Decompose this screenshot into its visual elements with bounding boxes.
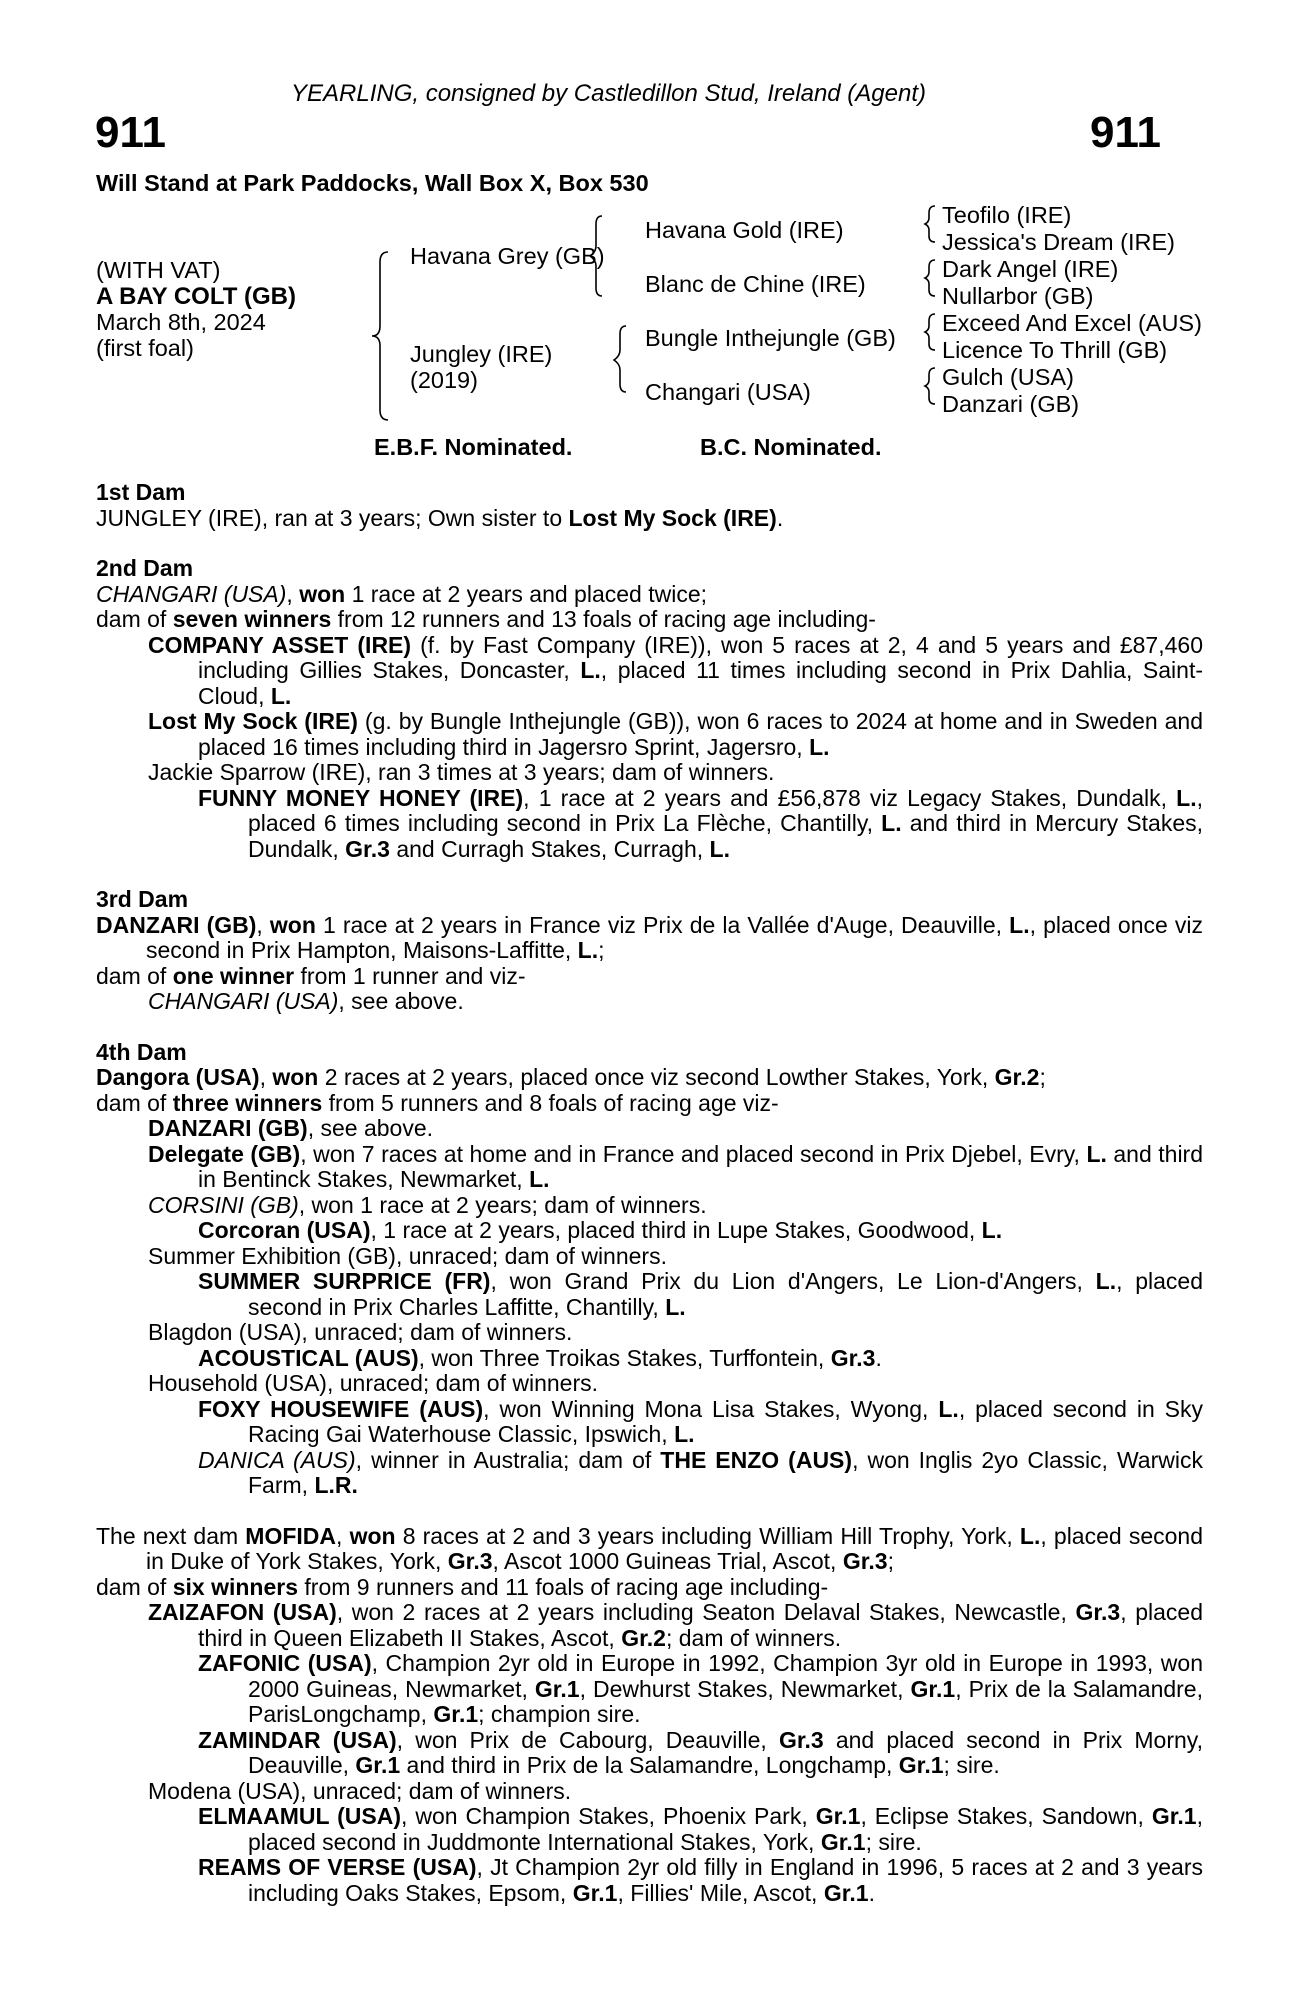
next-dam-modena: Modena (USA), unraced; dam of winners. xyxy=(148,1777,572,1804)
dam2-line1: CHANGARI (USA), won 1 race at 2 years and placed twice; xyxy=(96,580,707,607)
g-dds: Gulch (USA) xyxy=(942,364,1074,390)
dam4-corsini: CORSINI (GB), won 1 race at 2 years; dam of winners. xyxy=(148,1191,707,1218)
stand-location: Will Stand at Park Paddocks, Wall Box X, Box 530 xyxy=(96,170,649,196)
dam3-heading: 3rd Dam xyxy=(96,886,189,912)
dam4-corcoran: Corcoran (USA), 1 race at 2 years, placed third in Lupe Stakes, Goodwood, L. xyxy=(198,1217,1003,1243)
g-ssd: Jessica's Dream (IRE) xyxy=(942,229,1175,255)
dam3-main: DANZARI (GB), won 1 race at 2 years in France viz Prix de la Vallée d'Auge, Deauville, L., placed once viz second in Prix Hampton, Maisons-Laffitte, L.; xyxy=(96,911,1204,963)
vat-note: (WITH VAT) xyxy=(96,257,221,283)
next-dam-elmaamul: ELMAAMUL (USA), won Champion Stakes, Phoenix Park, Gr.1, Eclipse Stakes, Sandown, Gr.1, placed second in Juddmonte International Stakes, York, Gr.1; sire. xyxy=(198,1803,1203,1855)
g-dss: Exceed And Excel (AUS) xyxy=(942,310,1202,336)
dam4-danzari: DANZARI (GB), see above. xyxy=(148,1115,434,1141)
lot-number-right: 911 xyxy=(1090,108,1161,157)
bracket-ss xyxy=(925,206,935,242)
dam2-line2: dam of seven winners from 12 runners and 13 foals of racing age including- xyxy=(96,606,876,632)
bracket-dd xyxy=(925,368,935,404)
g-sdd: Nullarbor (GB) xyxy=(942,283,1094,309)
progeny-company-asset: COMPANY ASSET (IRE) (f. by Fast Company (IRE)), won 5 races at 2, 4 and 5 years and £87,460 including Gillies Stakes, Doncaster, L., placed 11 times including second in Prix Dahlia, Saint-Cloud, L. xyxy=(148,631,1203,709)
bracket-main xyxy=(372,252,388,420)
bracket-dam xyxy=(614,326,626,392)
next-dam-reams-of-verse: REAMS OF VERSE (USA), Jt Champion 2yr old filly in England in 1996, 5 races at 2 and 3 years including Oaks Stakes, Epsom, Gr.1, Fillies' Mile, Ascot, Gr.1. xyxy=(198,1854,1203,1906)
ebf-nomination: E.B.F. Nominated. xyxy=(374,434,573,460)
dam4-dam-of: dam of three winners from 5 runners and 8 foals of racing age viz- xyxy=(96,1089,779,1116)
dam-name: Jungley (IRE) xyxy=(410,341,553,367)
dam1-text: JUNGLEY (IRE), ran at 3 years; Own sister to Lost My Sock (IRE). xyxy=(96,504,784,531)
progeny-lost-my-sock: Lost My Sock (IRE) (g. by Bungle Inthejungle (GB)), won 6 races to 2024 at home and in Sweden and placed 16 times including third in Jagersro Sprint, Jagersro, L. xyxy=(148,708,1203,760)
dam-sire: Bungle Inthejungle (GB) xyxy=(645,325,896,351)
dam1-heading: 1st Dam xyxy=(96,479,186,505)
dam2-heading: 2nd Dam xyxy=(96,555,194,581)
next-dam-zafonic: ZAFONIC (USA), Champion 2yr old in Europe in 1992, Champion 3yr old in Europe in 1993, won 2000 Guineas, Newmarket, Gr.1, Dewhurst Stakes, Newmarket, Gr.1, Prix de la Salamandre, ParisLongchamp, Gr.1; champion sire. xyxy=(198,1650,1203,1727)
next-dam-dam-of: dam of six winners from 9 runners and 11 foals of racing age including- xyxy=(96,1573,829,1600)
dam4-acoustical: ACOUSTICAL (AUS), won Three Troikas Stakes, Turffontein, Gr.3. xyxy=(198,1344,882,1371)
next-dam-zamindar: ZAMINDAR (USA), won Prix de Cabourg, Deauville, Gr.3 and placed second in Prix Morny, Deauville, Gr.1 and third in Prix de la Salamandre, Longchamp, Gr.1; sire. xyxy=(198,1726,1203,1778)
sire-name: Havana Grey (GB) xyxy=(410,243,605,269)
g-sds: Dark Angel (IRE) xyxy=(942,256,1119,282)
dam4-delegate: Delegate (GB), won 7 races at home and in France and placed second in Prix Djebel, Evry, L. and third in Bentinck Stakes, Newmarket, L. xyxy=(148,1140,1203,1192)
dam4-danica: DANICA (AUS), winner in Australia; dam of THE ENZO (AUS), won Inglis 2yo Classic, Warwick Farm, L.R. xyxy=(198,1446,1203,1498)
subject-name: A BAY COLT (GB) xyxy=(96,283,297,310)
g-ddd: Danzari (GB) xyxy=(942,391,1080,417)
first-foal-note: (first foal) xyxy=(96,335,194,361)
consignment-line: YEARLING, consigned by Castledillon Stud, Ireland (Agent) xyxy=(291,80,927,107)
dam-dam: Changari (USA) xyxy=(645,379,811,405)
progeny-funny-money-honey: FUNNY MONEY HONEY (IRE), 1 race at 2 years and £56,878 viz Legacy Stakes, Dundalk, L., placed 6 times including second in Prix La Flèche, Chantilly, L. and third in Mercury Stakes, Dundalk, Gr.3 and Curragh Stakes, Curragh, L. xyxy=(198,784,1204,862)
bracket-sd xyxy=(925,260,935,296)
progeny-jackie-sparrow: Jackie Sparrow (IRE), ran 3 times at 3 years; dam of winners. xyxy=(148,759,775,785)
lot-number-left: 911 xyxy=(95,108,166,157)
dam-year: (2019) xyxy=(410,367,478,393)
next-dam-zaizafon: ZAIZAFON (USA), won 2 races at 2 years including Seaton Delaval Stakes, Newcastle, Gr.3, placed third in Queen Elizabeth II Stakes, Ascot, Gr.2; dam of winners. xyxy=(148,1599,1203,1651)
dam4-heading: 4th Dam xyxy=(96,1038,187,1065)
sire-dam: Blanc de Chine (IRE) xyxy=(645,271,866,297)
dam3-dam-of: dam of one winner from 1 runner and viz- xyxy=(96,962,526,989)
dam4-main: Dangora (USA), won 2 races at 2 years, placed once viz second Lowther Stakes, York, Gr.2; xyxy=(96,1064,1046,1090)
sire-sire: Havana Gold (IRE) xyxy=(645,217,844,243)
bracket-ds xyxy=(925,314,935,350)
dam4-household: Household (USA), unraced; dam of winners. xyxy=(148,1370,598,1396)
bc-nomination: B.C. Nominated. xyxy=(700,434,882,460)
catalogue-body xyxy=(96,480,1203,1906)
dam4-foxy-housewife: FOXY HOUSEWIFE (AUS), won Winning Mona Lisa Stakes, Wyong, L., placed second in Sky Racing Gai Waterhouse Classic, Ipswich, L. xyxy=(198,1395,1203,1447)
g-dsd: Licence To Thrill (GB) xyxy=(942,337,1168,363)
dam4-blagdon: Blagdon (USA), unraced; dam of winners. xyxy=(148,1319,573,1345)
next-dam-main: The next dam MOFIDA, won 8 races at 2 and 3 years including William Hill Trophy, York, L., placed second in Duke of York Stakes, York, Gr.3, Ascot 1000 Guineas Trial, Ascot, Gr.3; xyxy=(96,1522,1203,1574)
dam3-progeny-changari: CHANGARI (USA), see above. xyxy=(148,988,464,1014)
dam4-summer-surprice: SUMMER SURPRICE (FR), won Grand Prix du Lion d'Angers, Le Lion-d'Angers, L., placed second in Prix Charles Laffitte, Chantilly, L. xyxy=(198,1268,1203,1320)
foaling-date: March 8th, 2024 xyxy=(96,309,266,335)
dam4-summer-exhibition: Summer Exhibition (GB), unraced; dam of winners. xyxy=(148,1242,667,1269)
g-sss: Teofilo (IRE) xyxy=(942,202,1072,228)
